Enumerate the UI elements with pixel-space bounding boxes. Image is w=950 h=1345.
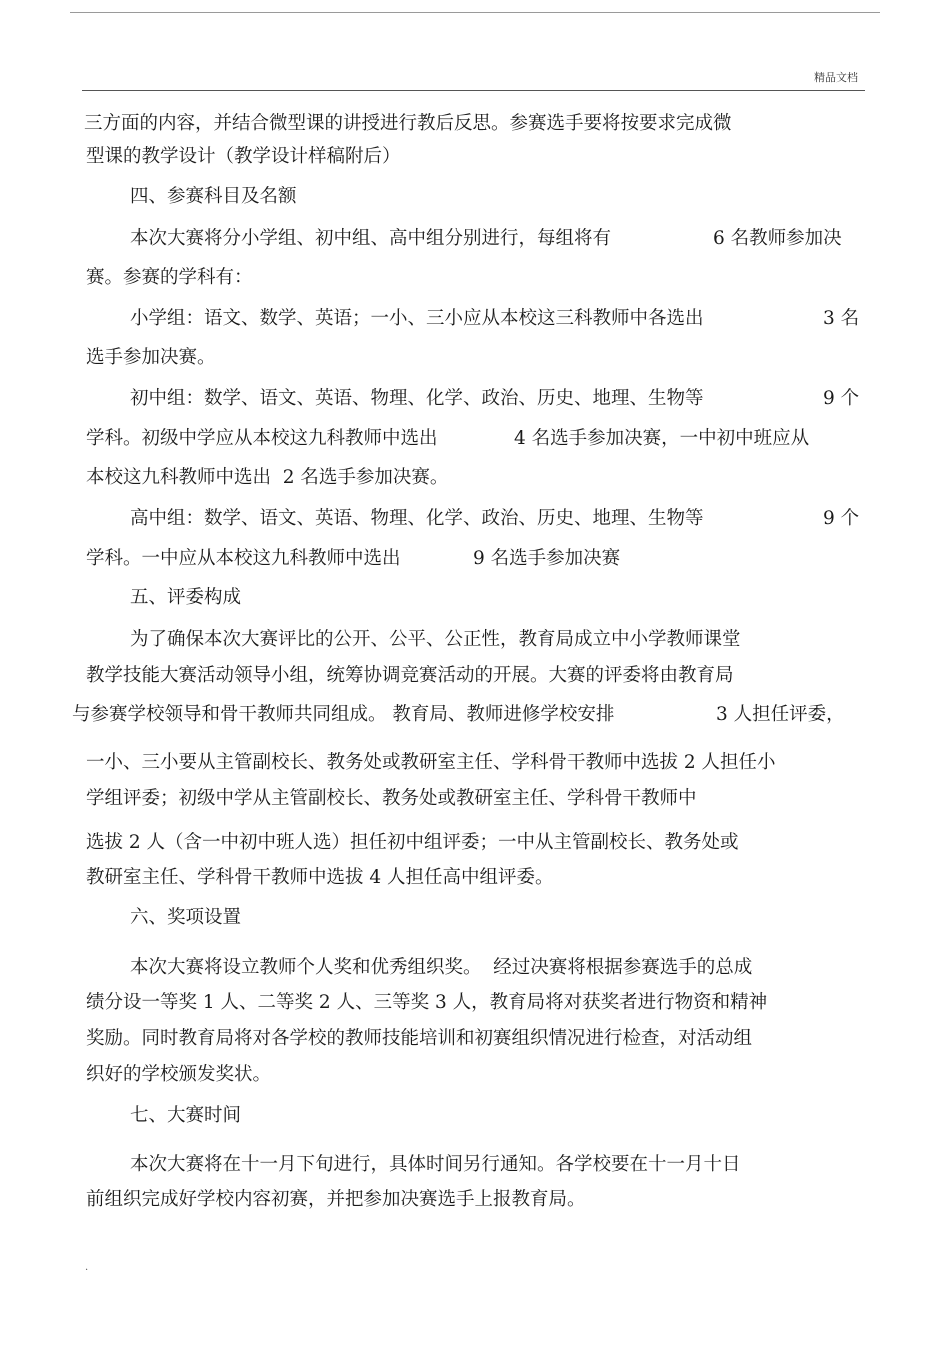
body-line: 奖励。同时教育局将对各学校的教师技能培训和初赛组织情况进行检查，对活动组 (86, 1028, 753, 1049)
body-line: 9 个 (823, 388, 860, 409)
header-label: 精品文档 (814, 71, 858, 84)
body-line: 本次大赛将设立教师个人奖和优秀组织奖。 经过决赛将根据参赛选手的总成 (130, 957, 753, 978)
top-border-line (70, 12, 880, 13)
body-line: 前组织完成好学校内容初赛，并把参加决赛选手上报教育局。 (86, 1189, 586, 1210)
body-line: 选拔 2 人（含一中初中班人选）担任初中组评委；一中从主管副校长、教务处或 (86, 832, 739, 853)
section-heading: 六、奖项设置 (130, 907, 242, 928)
body-line: 一小、三小要从主管副校长、教务处或教研室主任、学科骨干教师中选拔 2 人担任小 (86, 752, 776, 773)
body-line: 学科。一中应从本校这九科教师中选出 (86, 548, 401, 569)
body-line: 4 名选手参加决赛，一中初中班应从 (514, 428, 810, 449)
body-line: 为了确保本次大赛评比的公开、公平、公正性，教育局成立中小学教师课堂 (130, 629, 741, 650)
section-heading: 四、参赛科目及名额 (130, 186, 297, 207)
body-line: 9 名选手参加决赛 (473, 548, 621, 569)
body-line: 三方面的内容，并结合微型课的讲授进行教后反思。参赛选手要将按要求完成微 (84, 113, 732, 134)
body-line: 教研室主任、学科骨干教师中选拔 4 人担任高中组评委。 (86, 867, 554, 888)
body-line: 与参赛学校领导和骨干教师共同组成。 教育局、教师进修学校安排 (72, 704, 615, 725)
body-line: 本校这九科教师中选出 2 名选手参加决赛。 (86, 467, 449, 488)
body-line: 3 名 (823, 308, 860, 329)
body-line: 高中组：数学、语文、英语、物理、化学、政治、历史、地理、生物等 (130, 508, 704, 529)
body-line: 9 个 (823, 508, 860, 529)
section-heading: 七、大赛时间 (130, 1105, 242, 1126)
footer-mark: . (85, 1262, 89, 1273)
body-line: 教学技能大赛活动领导小组，统筹协调竞赛活动的开展。大赛的评委将由教育局 (86, 665, 734, 686)
body-line: 学组评委；初级中学从主管副校长、教务处或教研室主任、学科骨干教师中 (86, 788, 697, 809)
body-line: 3 人担任评委， (716, 704, 845, 725)
body-line: 学科。初级中学应从本校这九科教师中选出 (86, 428, 438, 449)
body-line: 本次大赛将在十一月下旬进行，具体时间另行通知。各学校要在十一月十日 (130, 1154, 741, 1175)
body-line: 选手参加决赛。 (86, 347, 216, 368)
body-line: 本次大赛将分小学组、初中组、高中组分别进行，每组将有 (130, 228, 612, 249)
body-line: 绩分设一等奖 1 人、二等奖 2 人、三等奖 3 人，教育局将对获奖者进行物资和精神 (86, 992, 768, 1013)
section-heading: 五、评委构成 (130, 587, 242, 608)
header-divider (82, 90, 865, 91)
body-line: 初中组：数学、语文、英语、物理、化学、政治、历史、地理、生物等 (130, 388, 704, 409)
body-line: 6 名教师参加决 (713, 228, 842, 249)
body-line: 织好的学校颁发奖状。 (86, 1064, 272, 1085)
body-line: 型课的教学设计（教学设计样稿附后） (86, 146, 401, 167)
body-line: 赛。参赛的学科有： (86, 267, 253, 288)
body-line: 小学组：语文、数学、英语；一小、三小应从本校这三科教师中各选出 (130, 308, 704, 329)
